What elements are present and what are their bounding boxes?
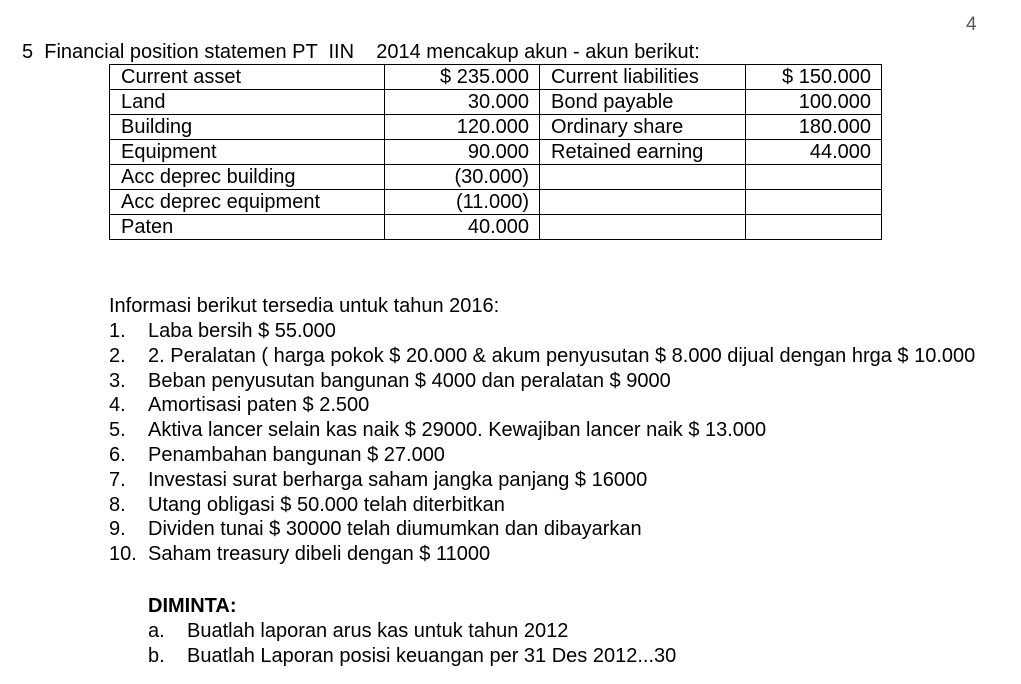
list-item — [109, 344, 989, 369]
account-name-cell: Retained earning — [540, 140, 746, 165]
account-name-cell: Paten — [110, 215, 385, 240]
item-number: 10. — [109, 543, 137, 566]
item-number: 5. — [109, 419, 126, 442]
list-item — [109, 493, 989, 518]
list-item — [109, 418, 989, 443]
tasks-list — [148, 619, 676, 669]
item-text: Aktiva lancer selain kas naik $ 29000. Kewajiban lancer naik $ 13.000 — [148, 419, 767, 442]
list-item — [148, 644, 676, 669]
account-name-cell: Current liabilities — [540, 65, 746, 90]
account-value-cell: 100.000 — [746, 90, 882, 115]
account-value-cell: $ 235.000 — [385, 65, 540, 90]
account-value-cell: 40.000 — [385, 215, 540, 240]
account-value-cell: 30.000 — [385, 90, 540, 115]
info-heading: Informasi berikut tersedia untuk tahun 2016: — [109, 295, 500, 317]
account-name-cell: Acc deprec equipment — [110, 190, 385, 215]
list-item — [109, 369, 989, 394]
account-name-cell — [540, 190, 746, 215]
account-value-cell — [746, 190, 882, 215]
accounts-table — [109, 64, 882, 240]
item-text: Buatlah laporan arus kas untuk tahun 2012 — [187, 620, 569, 642]
account-value-cell: (11.000) — [385, 190, 540, 215]
info-list — [109, 319, 989, 567]
item-text: Utang obligasi $ 50.000 telah diterbitkan — [148, 493, 505, 516]
table-row — [110, 165, 882, 190]
account-value-cell: 90.000 — [385, 140, 540, 165]
item-text: Investasi surat berharga saham jangka panjang $ 16000 — [148, 468, 648, 491]
account-name-cell: Ordinary share — [540, 115, 746, 140]
account-name-cell: Land — [110, 90, 385, 115]
item-number: 2. — [109, 344, 126, 367]
table-row — [110, 90, 882, 115]
account-name-cell — [540, 215, 746, 240]
item-number: 4. — [109, 394, 126, 417]
table-row — [110, 190, 882, 215]
account-value-cell: 44.000 — [746, 140, 882, 165]
question-title: 5 Financial position statemen PT IIN 2014 mencakup akun - akun berikut: — [22, 41, 700, 63]
table-row — [110, 215, 882, 240]
item-text: Dividen tunai $ 30000 telah diumumkan dan dibayarkan — [148, 518, 642, 541]
table-row — [110, 115, 882, 140]
account-value-cell — [746, 165, 882, 190]
item-text: Buatlah Laporan posisi keuangan per 31 Des 2012...30 — [187, 645, 677, 667]
item-text: 2. Peralatan ( harga pokok $ 20.000 & akum penyusutan $ 8.000 dijual dengan hrga $ 10.000 — [148, 344, 976, 367]
list-item — [109, 393, 989, 418]
item-number: 3. — [109, 369, 126, 392]
item-letter: b. — [148, 645, 165, 667]
item-number: 7. — [109, 468, 126, 491]
item-text: Saham treasury dibeli dengan $ 11000 — [148, 543, 491, 566]
list-item — [109, 542, 989, 567]
account-name-cell: Current asset — [110, 65, 385, 90]
account-name-cell: Acc deprec building — [110, 165, 385, 190]
account-name-cell: Equipment — [110, 140, 385, 165]
table-row — [110, 140, 882, 165]
list-item — [109, 443, 989, 468]
account-name-cell: Building — [110, 115, 385, 140]
account-value-cell — [746, 215, 882, 240]
item-text: Amortisasi paten $ 2.500 — [148, 394, 370, 417]
item-text: Beban penyusutan bangunan $ 4000 dan peralatan $ 9000 — [148, 369, 671, 392]
tasks-heading: DIMINTA: — [148, 595, 237, 617]
page-number: 4 — [966, 14, 977, 35]
item-number: 6. — [109, 443, 126, 466]
item-letter: a. — [148, 620, 165, 642]
list-item — [109, 319, 989, 344]
item-number: 8. — [109, 493, 126, 516]
table-row — [110, 65, 882, 90]
item-number: 9. — [109, 518, 126, 541]
account-value-cell: 180.000 — [746, 115, 882, 140]
item-text: Penambahan bangunan $ 27.000 — [148, 443, 445, 466]
list-item — [148, 619, 676, 644]
account-name-cell: Bond payable — [540, 90, 746, 115]
item-number: 1. — [109, 320, 126, 342]
account-value-cell: 120.000 — [385, 115, 540, 140]
list-item — [109, 468, 989, 493]
account-value-cell: $ 150.000 — [746, 65, 882, 90]
list-item — [109, 517, 989, 542]
account-value-cell: (30.000) — [385, 165, 540, 190]
account-name-cell — [540, 165, 746, 190]
item-text: Laba bersih $ 55.000 — [148, 320, 336, 342]
